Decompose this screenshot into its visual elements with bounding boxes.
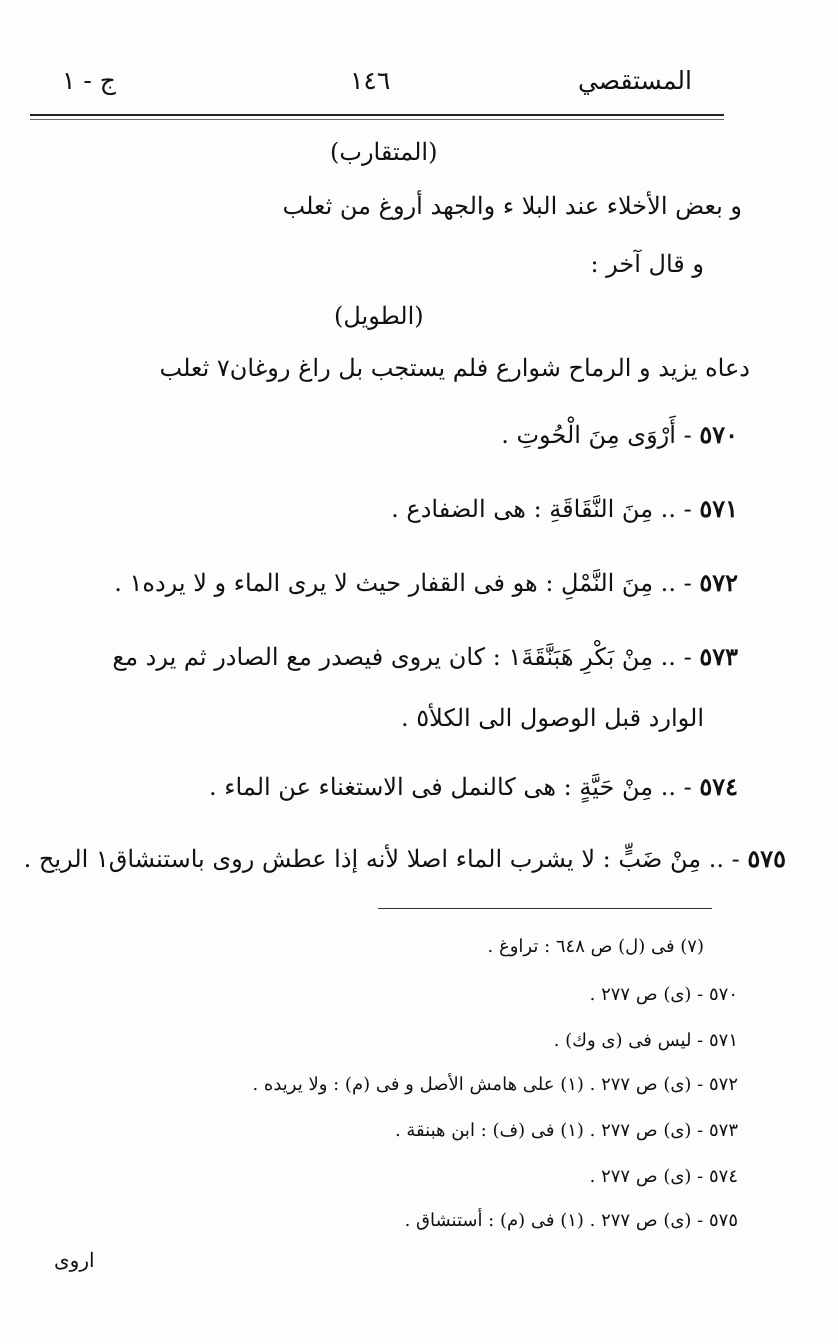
header-rule-thin [30,119,724,120]
header-rule [30,114,724,116]
entry-text: - .. مِنْ بَكْرِ هَبَنَّقَةَ١ : كان يروى فيصدر مع الصادر ثم يرد مع [112,643,692,671]
verse-line: دعاه يزيد و الرماح شوارع فلم يستجب بل راغ روغان٧ ثعلب [159,354,750,382]
entry-text: الوارد قبل الوصول الى الكلأ٥ . [400,704,704,732]
proverb-entry [112,642,738,671]
entry-number: ٥٧٢ [699,568,738,597]
footnote: ٥٧١ - ليس فى (ى وك) . [553,1030,738,1051]
footnote: (٧) فى (ل) ص ٦٤٨ : تراوغ . [487,936,704,957]
catchword: اروى [54,1248,95,1272]
proverb-entry [391,494,738,523]
footnote: ٥٧٠ - (ى) ص ٢٧٧ . [589,984,738,1005]
proverb-entry [114,568,738,597]
proverb-entry [209,772,738,801]
entry-number: ٥٧٥ [747,844,786,873]
footnote: ٥٧٢ - (ى) ص ٢٧٧ . (١) على هامش الأصل و فى (م) : ولا يريده . [252,1074,738,1095]
footnote-rule [378,908,712,909]
entry-text: - .. مِنْ حَيَّةٍ : هى كالنمل فى الاستغناء عن الماء . [208,773,692,801]
meter-label: (الطويل) [334,302,424,330]
entry-number: ٥٧٣ [699,642,738,671]
entry-number: ٥٧٠ [699,420,738,449]
running-title: المستقصي [577,66,692,95]
verse-intro: و قال آخر : [590,250,704,278]
proverb-entry [24,844,786,873]
meter-label: (المتقارب) [330,138,438,166]
entry-text: - .. مِنَ النَّقَاقَةِ : هى الضفادع . [391,495,692,523]
entry-text: - .. مِنْ ضَبٍّ : لا يشرب الماء اصلا لأنه إذا عطش روى باستنشاق١ الريح . [23,845,740,873]
footnote: ٥٧٣ - (ى) ص ٢٧٧ . (١) فى (ف) : ابن هبنقة . [394,1120,738,1141]
entry-continuation [401,704,704,732]
entry-text: - أَرْوَى مِنَ الْحُوتِ . [501,421,692,449]
entry-number: ٥٧٤ [699,772,738,801]
volume-label: ج - ١ [62,66,116,95]
proverb-entry [501,420,738,449]
footnote: ٥٧٥ - (ى) ص ٢٧٧ . (١) فى (م) : أستنشاق . [404,1210,738,1231]
entry-text: - .. مِنَ النَّمْلِ : هو فى القفار حيث لا يرى الماء و لا يرده١ . [114,569,692,597]
entry-number: ٥٧١ [699,494,738,523]
page-number: ١٤٦ [350,66,391,95]
verse-line: و بعض الأخلاء عند البلا ء والجهد أروغ من ثعلب [282,192,742,220]
footnote: ٥٧٤ - (ى) ص ٢٧٧ . [589,1166,738,1187]
